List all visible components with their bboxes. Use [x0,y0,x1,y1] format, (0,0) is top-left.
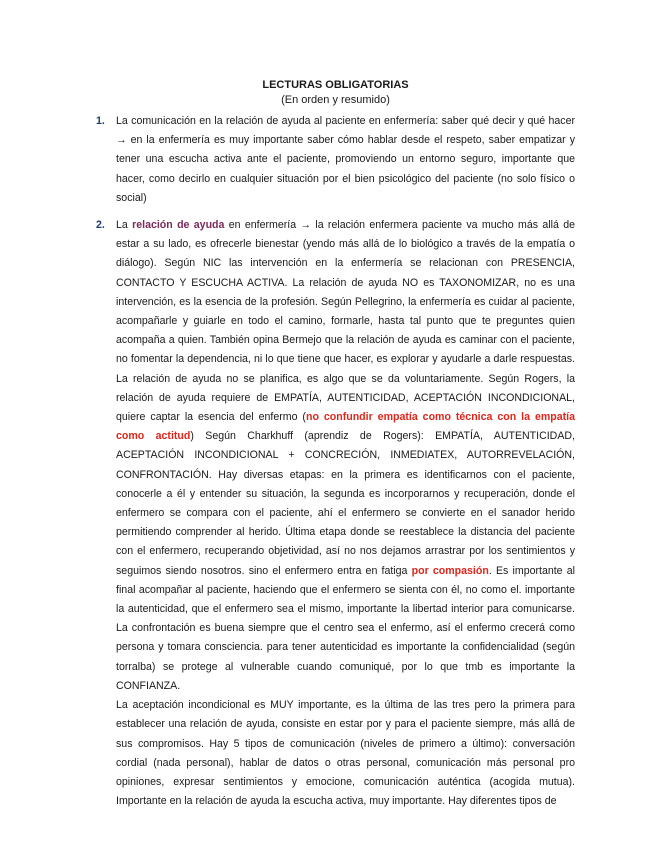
list-number: 2. [96,219,105,232]
list-item-1 [96,112,575,208]
highlight-compasion: por compasión [411,564,489,577]
list-number: 1. [96,115,105,127]
document-title: LECTURAS OBLIGATORIAS [262,79,409,91]
highlight-relacion-de-ayuda: relación de ayuda [132,219,225,232]
list-item-text [116,216,575,696]
list-item-2 [96,216,575,696]
text-part-2: ) Según Charkhuff (aprendiz de Rogers): EMPATÍA, AUTENTICIDAD, ACEPTACIÓN INCONDICIONAL + CONCRECIÓN, INMEDIATEX, AUTORREVELACIÓN, CONFRONTACIÓN. Hay diversas etapas: en la primera es identificarnos con el paciente, conocerle a él y entender su situación, la segunda es incorporarnos y recuperación, donde el enfermero se compara con el paciente, ahí el enfermero se convierte en el sanador herido permitiendo comprender al herido. Última etapa donde se reestablece la distancia del paciente con el enfermero, recuperando objetividad, así no nos dejamos arrastrar por los sentimientos y seguimos siendo nosotros. sino el enfermero entra en fatiga [116,430,575,577]
text-lead: La [116,219,133,232]
highlight-empatia: no confundir empatía como técnica con la empatía como actitud [116,411,575,443]
text-part-3: . Es importante al final acompañar al paciente, haciendo que el enfermero se sienta con él, no como el. importante la autenticidad, que el enfermero sea el mismo, importante la libertad interior para comunicarse. La confrontación es buena siempre que el centro sea el enfermo, así el enfermo crecerá como persona y tomara consciencia. para tener autenticidad es importante la confidencialidad (según torralba) se protege al vulnerable cuando comuniqué, por lo que tmb es importante la CONFIANZA. [116,564,575,692]
document-subtitle: (En orden y resumido) [281,94,390,106]
list-item-text: La comunicación en la relación de ayuda al paciente en enfermería: saber qué decir y qué hacer → en la enfermería es muy importante saber cómo hablar desde el respeto, saber empatizar y tener una escucha activa ante el paciente, promoviendo un entorno seguro, importante que hacer, como decirlo en cualquier situación por el bien psicológico del paciente (no solo físico o social) [116,115,575,204]
body-paragraph: La aceptación incondicional es MUY importante, es la última de las tres pero la primera para establecer una relación de ayuda, consiste en estar por y para el paciente siempre, más allá de sus compromisos. Hay 5 tipos de comunicación (niveles de primero a último): conversación cordial (nada personal), hablar de datos o otras personal, comunicación más personal pro opiniones, expresar sentimientos y emocione, comunicación auténtica (acogida mutua). Importante en la relación de ayuda la escucha activa, muy importante. Hay diferentes tipos de [116,699,575,808]
text-part-1: en enfermería → la relación enfermera paciente va mucho más allá de estar a su lado, es ofrecerle bienestar (yendo más allá de lo biológico a través de la empatía o diálogo). Según NIC las intervención en la enfermería se relacionan con PRESENCIA, CONTACTO Y ESCUCHA ACTIVA. La relación de ayuda NO es TAXONOMIZAR, no es una intervención, es la esencia de la profesión. Según Pellegrino, la enfermería es cuidar al paciente, acompañarle y guiarle en todo el camino, formarle, hasta tal punto que te preguntes quien acompaña a quien. También opina Bermejo que la relación de ayuda es caminar con el paciente, no fomentar la dependencia, ni lo que tiene que hacer, es explorar y ayudarle a darle respuestas. La relación de ayuda no se planifica, es algo que se da voluntariamente. Según Rogers, la relación de ayuda requiere de EMPATÍA, AUTENTICIDAD, ACEPTACIÓN INCONDICIONAL, quiere captar la esencia del enfermo ( [116,219,575,424]
